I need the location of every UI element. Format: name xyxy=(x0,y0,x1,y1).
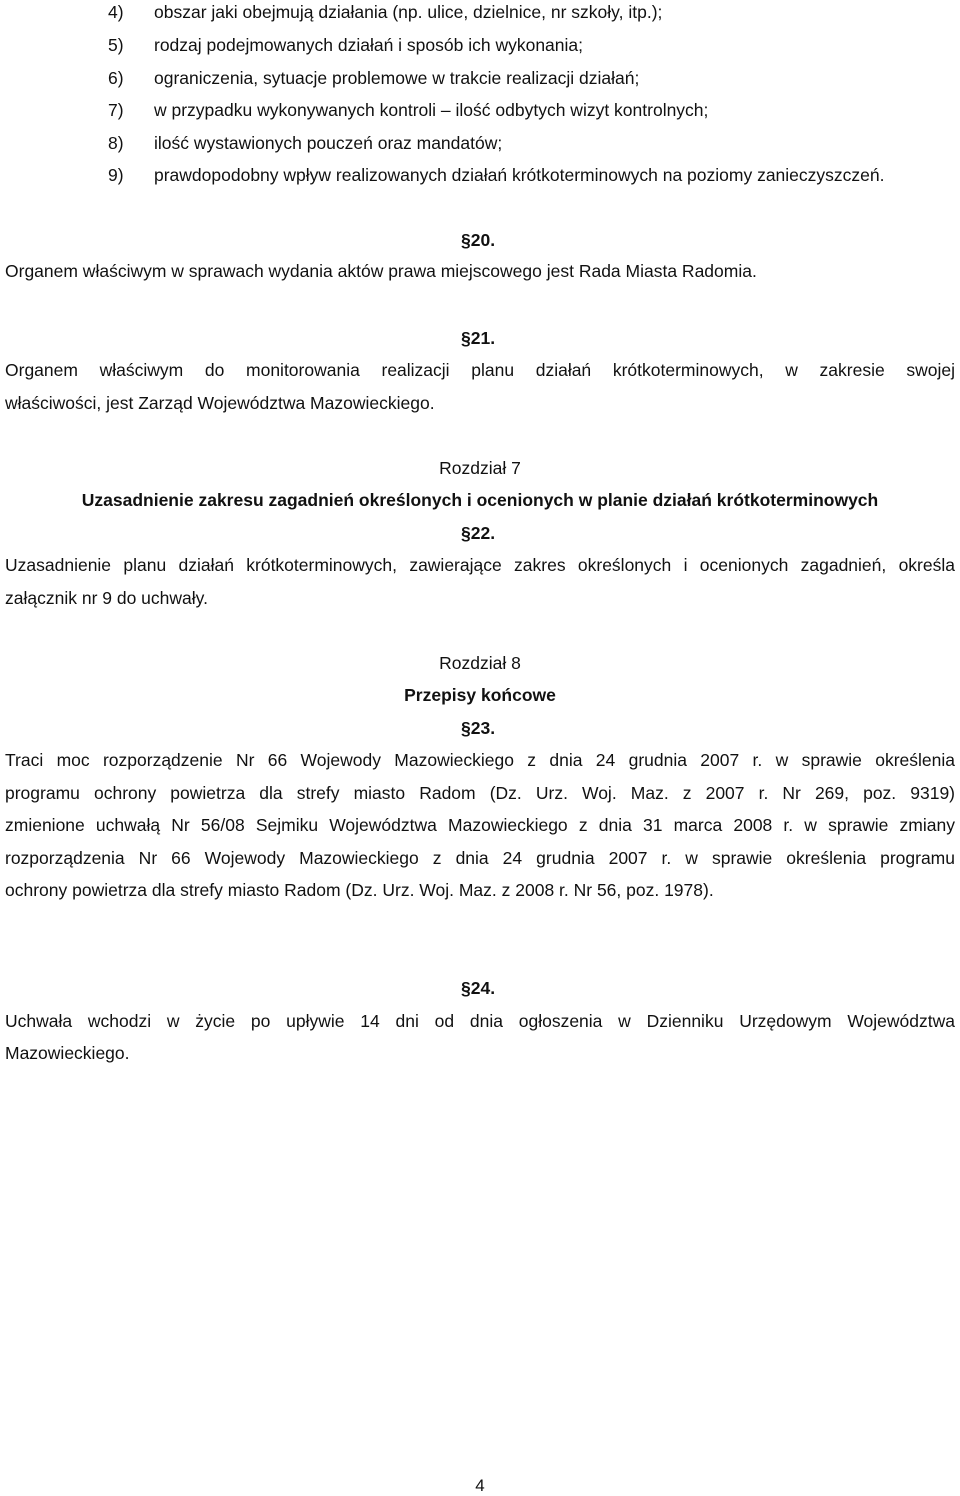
section-23-line: programu ochrony powietrza dla strefy miasto Radom (Dz. Urz. Woj. Maz. z 2007 r. Nr 269, poz. 9319) xyxy=(5,783,955,803)
list-item-number: 6) xyxy=(108,68,124,88)
list-item-number: 9) xyxy=(108,165,124,185)
list-item-number: 5) xyxy=(108,35,124,55)
section-23-line: zmienione uchwałą Nr 56/08 Sejmiku Województwa Mazowieckiego z dnia 31 marca 2008 r. w sprawie zmiany xyxy=(5,815,955,835)
section-23-line: rozporządzenia Nr 66 Wojewody Mazowieckiego z dnia 24 grudnia 2007 r. w sprawie określenia programu xyxy=(5,848,955,868)
section-23-line: Traci moc rozporządzenie Nr 66 Wojewody Mazowieckiego z dnia 24 grudnia 2007 r. w sprawie określenia xyxy=(5,750,955,770)
chapter-7-label: Rozdział 7 xyxy=(439,458,521,478)
list-item-text: ilość wystawionych pouczeń oraz mandatów; xyxy=(154,133,503,153)
section-22-line-1: Uzasadnienie planu działań krótkoterminowych, zawierające zakres określonych i ocenionych zagadnień, określa xyxy=(5,555,955,575)
section-21-line-2: właściwości, jest Zarząd Województwa Mazowieckiego. xyxy=(5,393,435,413)
section-heading-21: §21. xyxy=(461,328,496,348)
list-item-text: obszar jaki obejmują działania (np. ulice, dzielnice, nr szkoły, itp.); xyxy=(154,2,663,22)
page-number: 4 xyxy=(475,1476,485,1495)
chapter-8-label: Rozdział 8 xyxy=(439,653,521,673)
section-21-line-1: Organem właściwym do monitorowania realizacji planu działań krótkoterminowych, w zakresie swojej xyxy=(5,360,955,380)
list-item-text: w przypadku wykonywanych kontroli – ilość odbytych wizyt kontrolnych; xyxy=(154,100,709,120)
section-heading-23: §23. xyxy=(461,718,496,738)
section-24-line-2: Mazowieckiego. xyxy=(5,1043,130,1063)
section-22-line-2: załącznik nr 9 do uchwały. xyxy=(5,588,208,608)
section-24-line-1: Uchwała wchodzi w życie po upływie 14 dni od dnia ogłoszenia w Dzienniku Urzędowym Województwa xyxy=(5,1011,955,1031)
list-item-number: 7) xyxy=(108,100,124,120)
list-item-number: 4) xyxy=(108,2,124,22)
chapter-7-title: Uzasadnienie zakresu zagadnień określonych i ocenionych w planie działań krótkoterminowych xyxy=(81,490,879,510)
section-heading-24: §24. xyxy=(461,978,496,998)
section-20-text: Organem właściwym w sprawach wydania aktów prawa miejscowego jest Rada Miasta Radomia. xyxy=(5,261,757,281)
chapter-8-title: Przepisy końcowe xyxy=(404,685,556,705)
list-item-text: ograniczenia, sytuacje problemowe w trakcie realizacji działań; xyxy=(154,68,640,88)
section-heading-22: §22. xyxy=(461,523,496,543)
section-23-last-line: ochrony powietrza dla strefy miasto Radom (Dz. Urz. Woj. Maz. z 2008 r. Nr 56, poz. 1978). xyxy=(5,880,714,900)
list-item-number: 8) xyxy=(108,133,124,153)
list-item-text: rodzaj podejmowanych działań i sposób ich wykonania; xyxy=(154,35,583,55)
list-item-text: prawdopodobny wpływ realizowanych działań krótkoterminowych na poziomy zanieczyszczeń. xyxy=(154,165,885,185)
section-heading-20: §20. xyxy=(461,230,496,250)
